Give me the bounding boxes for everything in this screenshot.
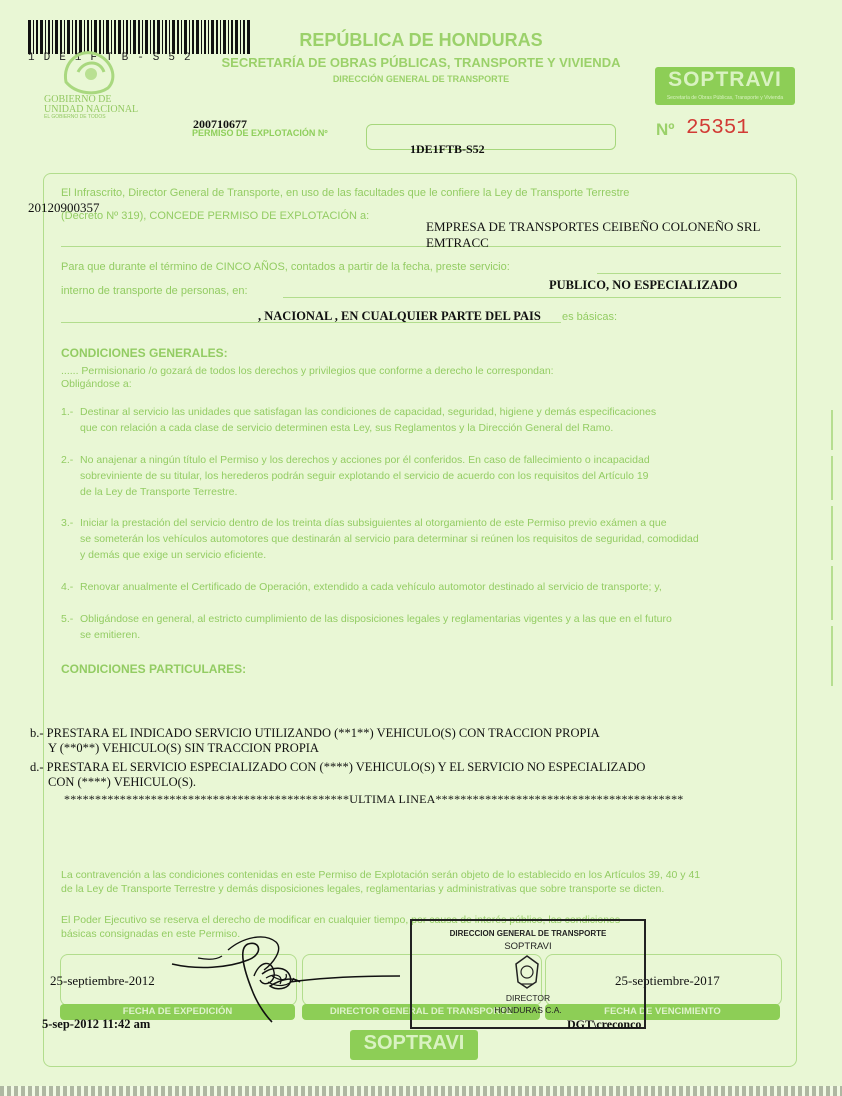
folio-code: 200710677 <box>193 117 247 131</box>
particular-conditions-header: CONDICIONES PARTICULARES: <box>61 662 247 676</box>
rule <box>61 246 781 247</box>
intro-line1: El Infrascrito, Director General de Transporte, en uso de las facultades que le confiere la Ley de Transporte Terrestre <box>61 187 630 199</box>
permit-number-box <box>366 124 616 150</box>
condition-text: que con relación a cada clase de servicio determinen esta Ley, sus Reglamentos y la Dirección General del Ramo. <box>80 422 614 434</box>
ultima-linea: **********************************************ULTIMA LINEA**************************************** <box>64 792 684 806</box>
condition-number: 1.- <box>61 406 74 418</box>
stamp-line4: HONDURAS C.A. <box>494 1005 562 1015</box>
permit-code: 1DE1FTB-S52 <box>410 142 485 156</box>
service-scope: , NACIONAL , EN CUALQUIER PARTE DEL PAIS <box>258 309 541 323</box>
director-signature <box>168 930 408 1025</box>
term-line: Para que durante el término de CINCO AÑOS, contados a partir de la fecha, preste servicio: <box>61 261 510 273</box>
side-margin-print <box>826 410 838 690</box>
footer-text-line3: El Poder Ejecutivo se reserva el derecho de modificar en cualquier tiempo, por causa de interés público, las condiciones <box>61 914 621 926</box>
condition-text: Destinar al servicio las unidades que satisfagan las condiciones de capacidad, seguridad, higiene y demás especificaciones <box>80 406 657 418</box>
company-name-line1: EMPRESA DE TRANSPORTES CEIBEÑO COLONEÑO SRL <box>426 219 761 234</box>
soptravi-logo-tagline: Secretaría de Obras Públicas, Transporte y Vivienda <box>666 95 784 101</box>
soptravi-logo-text: SOPTRAVI <box>668 68 782 91</box>
bottom-logo-text: SOPTRAVI <box>363 1032 465 1054</box>
condition-text: se someterán los vehículos automotores que destinarán al servicio para determinar si reúnen los requisitos de seguridad, comodidad <box>80 533 699 545</box>
condition-text: Iniciar la prestación del servicio dentro de los treinta días subsiguientes al otorgamiento de este Permiso previo exámen a que <box>80 517 667 529</box>
condition-text: se emitieren. <box>80 629 141 641</box>
issue-label: FECHA DE EXPEDICIÓN <box>122 1006 233 1017</box>
stamp-emblem-icon <box>512 954 542 990</box>
general-conditions-preface: ...... Permisionario /o gozará de todos los derechos y privilegios que conforme a derecho le correspondan: <box>61 365 554 377</box>
footer-text-line2: de la Ley de Transporte Terrestre y demás disposiciones legales, reglamentarias y administrativas que sobre transporte se dicten. <box>61 883 665 895</box>
page-bottom-edge <box>0 1086 842 1096</box>
general-conditions-header: CONDICIONES GENERALES: <box>61 346 228 360</box>
government-logo-line1: GOBIERNO DE <box>44 94 112 105</box>
condition-text: Obligándose en general, al estricto cumplimiento de las disposiciones legales y reglamentarias vigentes y a las que en el futuro <box>80 613 672 625</box>
permit-number-label: Nº <box>656 120 675 139</box>
condition-text: No anajenar a ningún título el Permiso y los derechos y acciones por él conferidos. En caso de fallecimiento o incapacidad <box>80 454 650 466</box>
issue-date: 25-septiembre-2012 <box>50 973 155 988</box>
bottom-soptravi-logo <box>350 1030 478 1060</box>
condition-text: sobreviniente de su titular, los herederos podrán seguir explotando el servicio de acuerdo con los requisitos del Artículo 19 <box>80 470 649 482</box>
republic-title: REPÚBLICA DE HONDURAS <box>299 30 543 50</box>
condition-number: 3.- <box>61 517 74 529</box>
government-logo-line3: EL GOBIERNO DE TODOS <box>44 114 106 120</box>
scope-suffix: es básicas: <box>562 311 618 323</box>
rule <box>597 273 781 274</box>
intro-line2: (Decreto Nº 319), CONCEDE PERMISO DE EXPLOTACIÓN a: <box>61 210 370 222</box>
stamp-line2: SOPTRAVI <box>504 941 552 952</box>
clause-d-line1: d.- PRESTARA EL SERVICIO ESPECIALIZADO CON (****) VEHICULO(S) Y EL SERVICIO NO ESPECIALIZADO <box>30 760 646 774</box>
permit-serial-number: 25351 <box>686 117 750 140</box>
service-type: PUBLICO, NO ESPECIALIZADO <box>549 278 738 292</box>
permit-label: PERMISO DE EXPLOTACIÓN Nº <box>192 128 328 138</box>
government-logo-line2: UNIDAD NACIONAL <box>44 104 139 115</box>
transport-line: interno de transporte de personas, en: <box>61 285 248 297</box>
registry-number: 20120900357 <box>28 200 100 215</box>
footer-text-line1: La contravención a las condiciones contenidas en este Permiso de Explotación serán objeto de lo establecido en los Artículos 39, 40 y 41 <box>61 869 701 881</box>
ministry-title: SECRETARÍA DE OBRAS PÚBLICAS, TRANSPORTE Y VIVIENDA <box>221 55 621 70</box>
general-conditions-obligation: Obligándose a: <box>61 378 132 390</box>
company-name-line2: EMTRACC <box>426 235 489 250</box>
condition-text: Renovar anualmente el Certificado de Operación, extendido a cada vehículo automotor destinado al servicio de transporte; y, <box>80 581 662 593</box>
expiry-label: FECHA DE VENCIMIENTO <box>604 1006 721 1017</box>
department-title: DIRECCIÓN GENERAL DE TRANSPORTE <box>332 74 510 84</box>
clause-b-line2: Y (**0**) VEHICULO(S) SIN TRACCION PROPIA <box>48 741 319 755</box>
rule <box>283 297 781 298</box>
director-label: DIRECTOR GENERAL DE TRANSPORTE <box>329 1006 513 1017</box>
clause-d-line2: CON (****) VEHICULO(S). <box>48 775 197 789</box>
barcode-text: 1DE1FTB-S52 <box>28 52 200 64</box>
condition-number: 4.- <box>61 581 74 593</box>
stamp-line1: DIRECCION GENERAL DE TRANSPORTE <box>449 929 607 938</box>
expiry-date: 25-septiembre-2017 <box>615 973 720 988</box>
condition-text: y demás que exige un servicio eficiente. <box>80 549 267 561</box>
condition-number: 2.- <box>61 454 74 466</box>
clause-b-line1: b.- PRESTARA EL INDICADO SERVICIO UTILIZANDO (**1**) VEHICULO(S) CON TRACCION PROPIA <box>30 726 600 740</box>
print-timestamp: 5-sep-2012 11:42 am <box>42 1017 151 1031</box>
official-stamp <box>410 919 646 1029</box>
soptravi-logo <box>655 67 795 105</box>
footer-text-line4: básicas consignadas en este Permiso. <box>61 928 241 940</box>
condition-text: de la Ley de Transporte Terrestre. <box>80 486 238 498</box>
condition-number: 5.- <box>61 613 74 625</box>
operator-id: DGT\creconco <box>567 1017 642 1031</box>
stamp-line3: DIRECTOR <box>505 993 551 1003</box>
